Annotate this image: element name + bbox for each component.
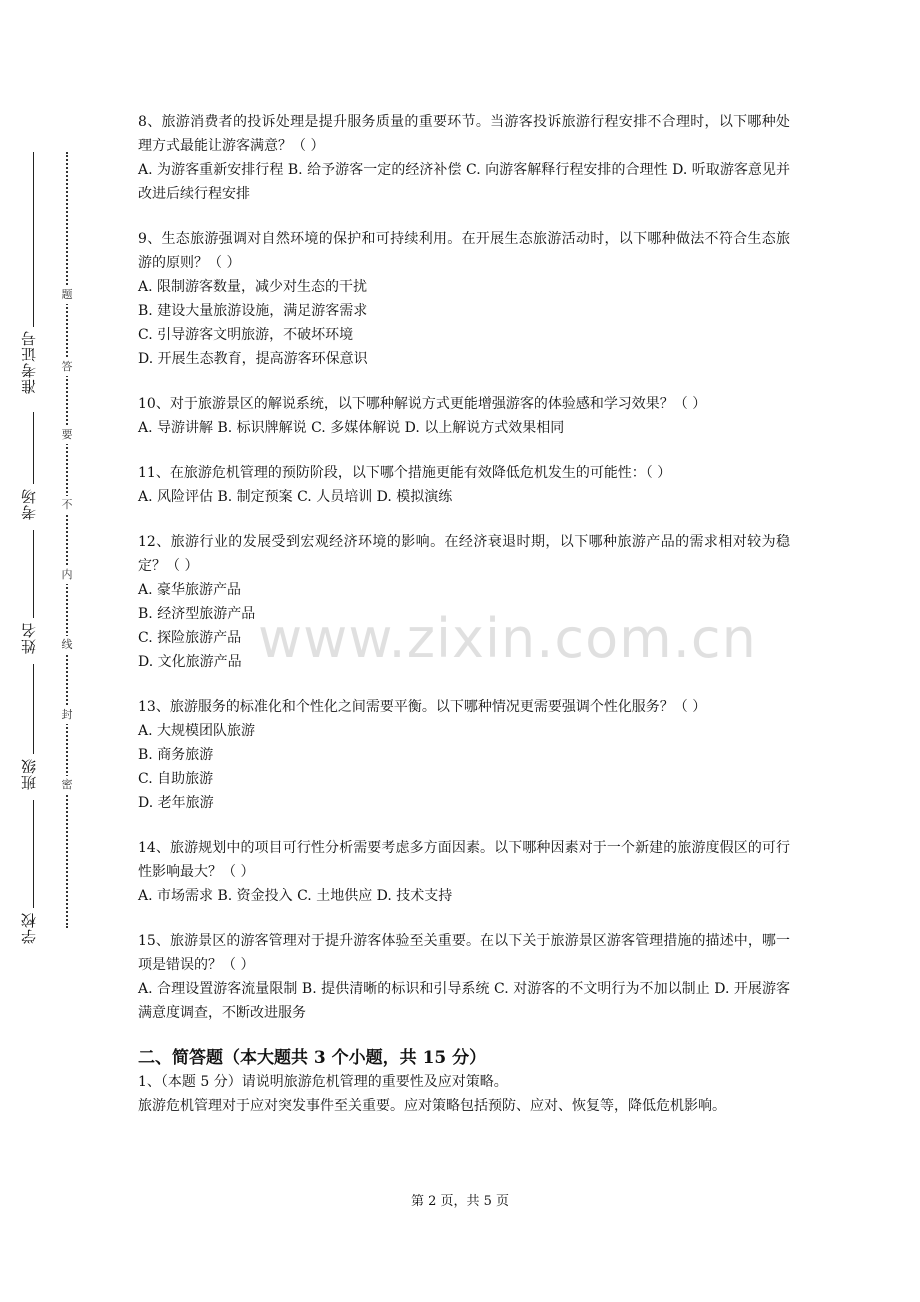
question-text: 10、对于旅游景区的解说系统，以下哪种解说方式更能增强游客的体验感和学习效果？（ ） xyxy=(138,396,707,412)
option-d: D. 老年旅游 xyxy=(138,795,214,811)
option-c: C. 探险旅游产品 xyxy=(138,630,242,646)
question-13 xyxy=(138,695,790,815)
option-b: B. 商务旅游 xyxy=(138,747,214,763)
question-text: 13、旅游服务的标准化和个性化之间需要平衡。以下哪种情况更需要强调个性化服务？（ ） xyxy=(138,699,707,715)
question-text: 11、在旅游危机管理的预防阶段，以下哪个措施更能有效降低危机发生的可能性：（ ） xyxy=(138,465,672,481)
question-8 xyxy=(138,110,790,206)
question-text: 14、旅游规划中的项目可行性分析需要考虑多方面因素。以下哪种因素对于一个新建的旅游度假区的可行性影响最大？（ ） xyxy=(138,840,790,880)
option-c: C. 引导游客文明旅游，不破坏环境 xyxy=(138,327,354,343)
name-underline xyxy=(33,530,35,618)
class-label: 班级 xyxy=(20,758,38,790)
seal-char: 答 xyxy=(58,358,76,376)
option-a: A. 豪华旅游产品 xyxy=(138,582,242,598)
option-d: D. 文化旅游产品 xyxy=(138,654,242,670)
exam-room-label: 考场 xyxy=(20,488,38,520)
question-options: A. 市场需求 B. 资金投入 C. 土地供应 D. 技术支持 xyxy=(138,888,453,904)
question-9 xyxy=(138,227,790,371)
short-answer-question-1: 1、（本题 5 分）请说明旅游危机管理的重要性及应对策略。 xyxy=(138,1074,508,1090)
seal-char: 内 xyxy=(58,566,76,584)
question-options: A. 为游客重新安排行程 B. 给予游客一定的经济补偿 C. 向游客解释行程安排的合理性 D. 听取游客意见并改进后续行程安排 xyxy=(138,162,790,202)
school-label: 学校 xyxy=(20,912,38,944)
question-text: 15、旅游景区的游客管理对于提升游客体验至关重要。在以下关于旅游景区游客管理措施的描述中，哪一项是错误的？（ ） xyxy=(138,933,790,973)
question-15 xyxy=(138,929,790,1025)
class-underline xyxy=(33,664,35,754)
option-c: C. 自助旅游 xyxy=(138,771,214,787)
name-label: 姓名 xyxy=(20,622,38,654)
option-d: D. 开展生态教育，提高游客环保意识 xyxy=(138,351,368,367)
short-answer-answer-1: 旅游危机管理对于应对突发事件至关重要。应对策略包括预防、应对、恢复等，降低危机影响。 xyxy=(138,1098,726,1114)
seal-char: 不 xyxy=(58,496,76,514)
question-text: 12、旅游行业的发展受到宏观经济环境的影响。在经济衰退时期，以下哪种旅游产品的需求相对较为稳定？（ ） xyxy=(138,534,790,574)
option-a: A. 大规模团队旅游 xyxy=(138,723,256,739)
question-11 xyxy=(138,461,790,509)
question-text: 8、旅游消费者的投诉处理是提升服务质量的重要环节。当游客投诉旅游行程安排不合理时，以下哪种处理方式最能让游客满意？（ ） xyxy=(138,114,790,154)
option-b: B. 经济型旅游产品 xyxy=(138,606,256,622)
question-options: A. 合理设置游客流量限制 B. 提供清晰的标识和引导系统 C. 对游客的不文明行为不加以制止 D. 开展游客满意度调查，不断改进服务 xyxy=(138,981,790,1021)
section-title: 二、简答题（本大题共 3 个小题，共 15 分） xyxy=(138,1048,487,1068)
exam-id-underline xyxy=(33,152,35,327)
page-footer: 第 2 页，共 5 页 xyxy=(410,1194,510,1209)
binding-margin xyxy=(0,0,120,1302)
option-a: A. 限制游客数量，减少对生态的干扰 xyxy=(138,279,368,295)
question-14 xyxy=(138,836,790,908)
watermark: www.zixin.com.cn xyxy=(258,607,757,670)
seal-char: 线 xyxy=(58,636,76,654)
question-options: A. 导游讲解 B. 标识牌解说 C. 多媒体解说 D. 以上解说方式效果相同 xyxy=(138,420,565,436)
option-b: B. 建设大量旅游设施，满足游客需求 xyxy=(138,303,368,319)
seal-dotted-line xyxy=(66,152,68,928)
seal-char: 封 xyxy=(58,706,76,724)
question-text: 9、生态旅游强调对自然环境的保护和可持续利用。在开展生态旅游活动时，以下哪种做法不符合生态旅游的原则？（ ） xyxy=(138,231,790,271)
seal-char: 题 xyxy=(58,286,76,304)
exam-room-underline xyxy=(33,412,35,484)
question-10 xyxy=(138,392,790,440)
seal-char: 要 xyxy=(58,426,76,444)
exam-id-label: 准考证号 xyxy=(20,330,38,394)
school-underline xyxy=(33,800,35,908)
seal-char: 密 xyxy=(58,776,76,794)
question-options: A. 风险评估 B. 制定预案 C. 人员培训 D. 模拟演练 xyxy=(138,489,453,505)
